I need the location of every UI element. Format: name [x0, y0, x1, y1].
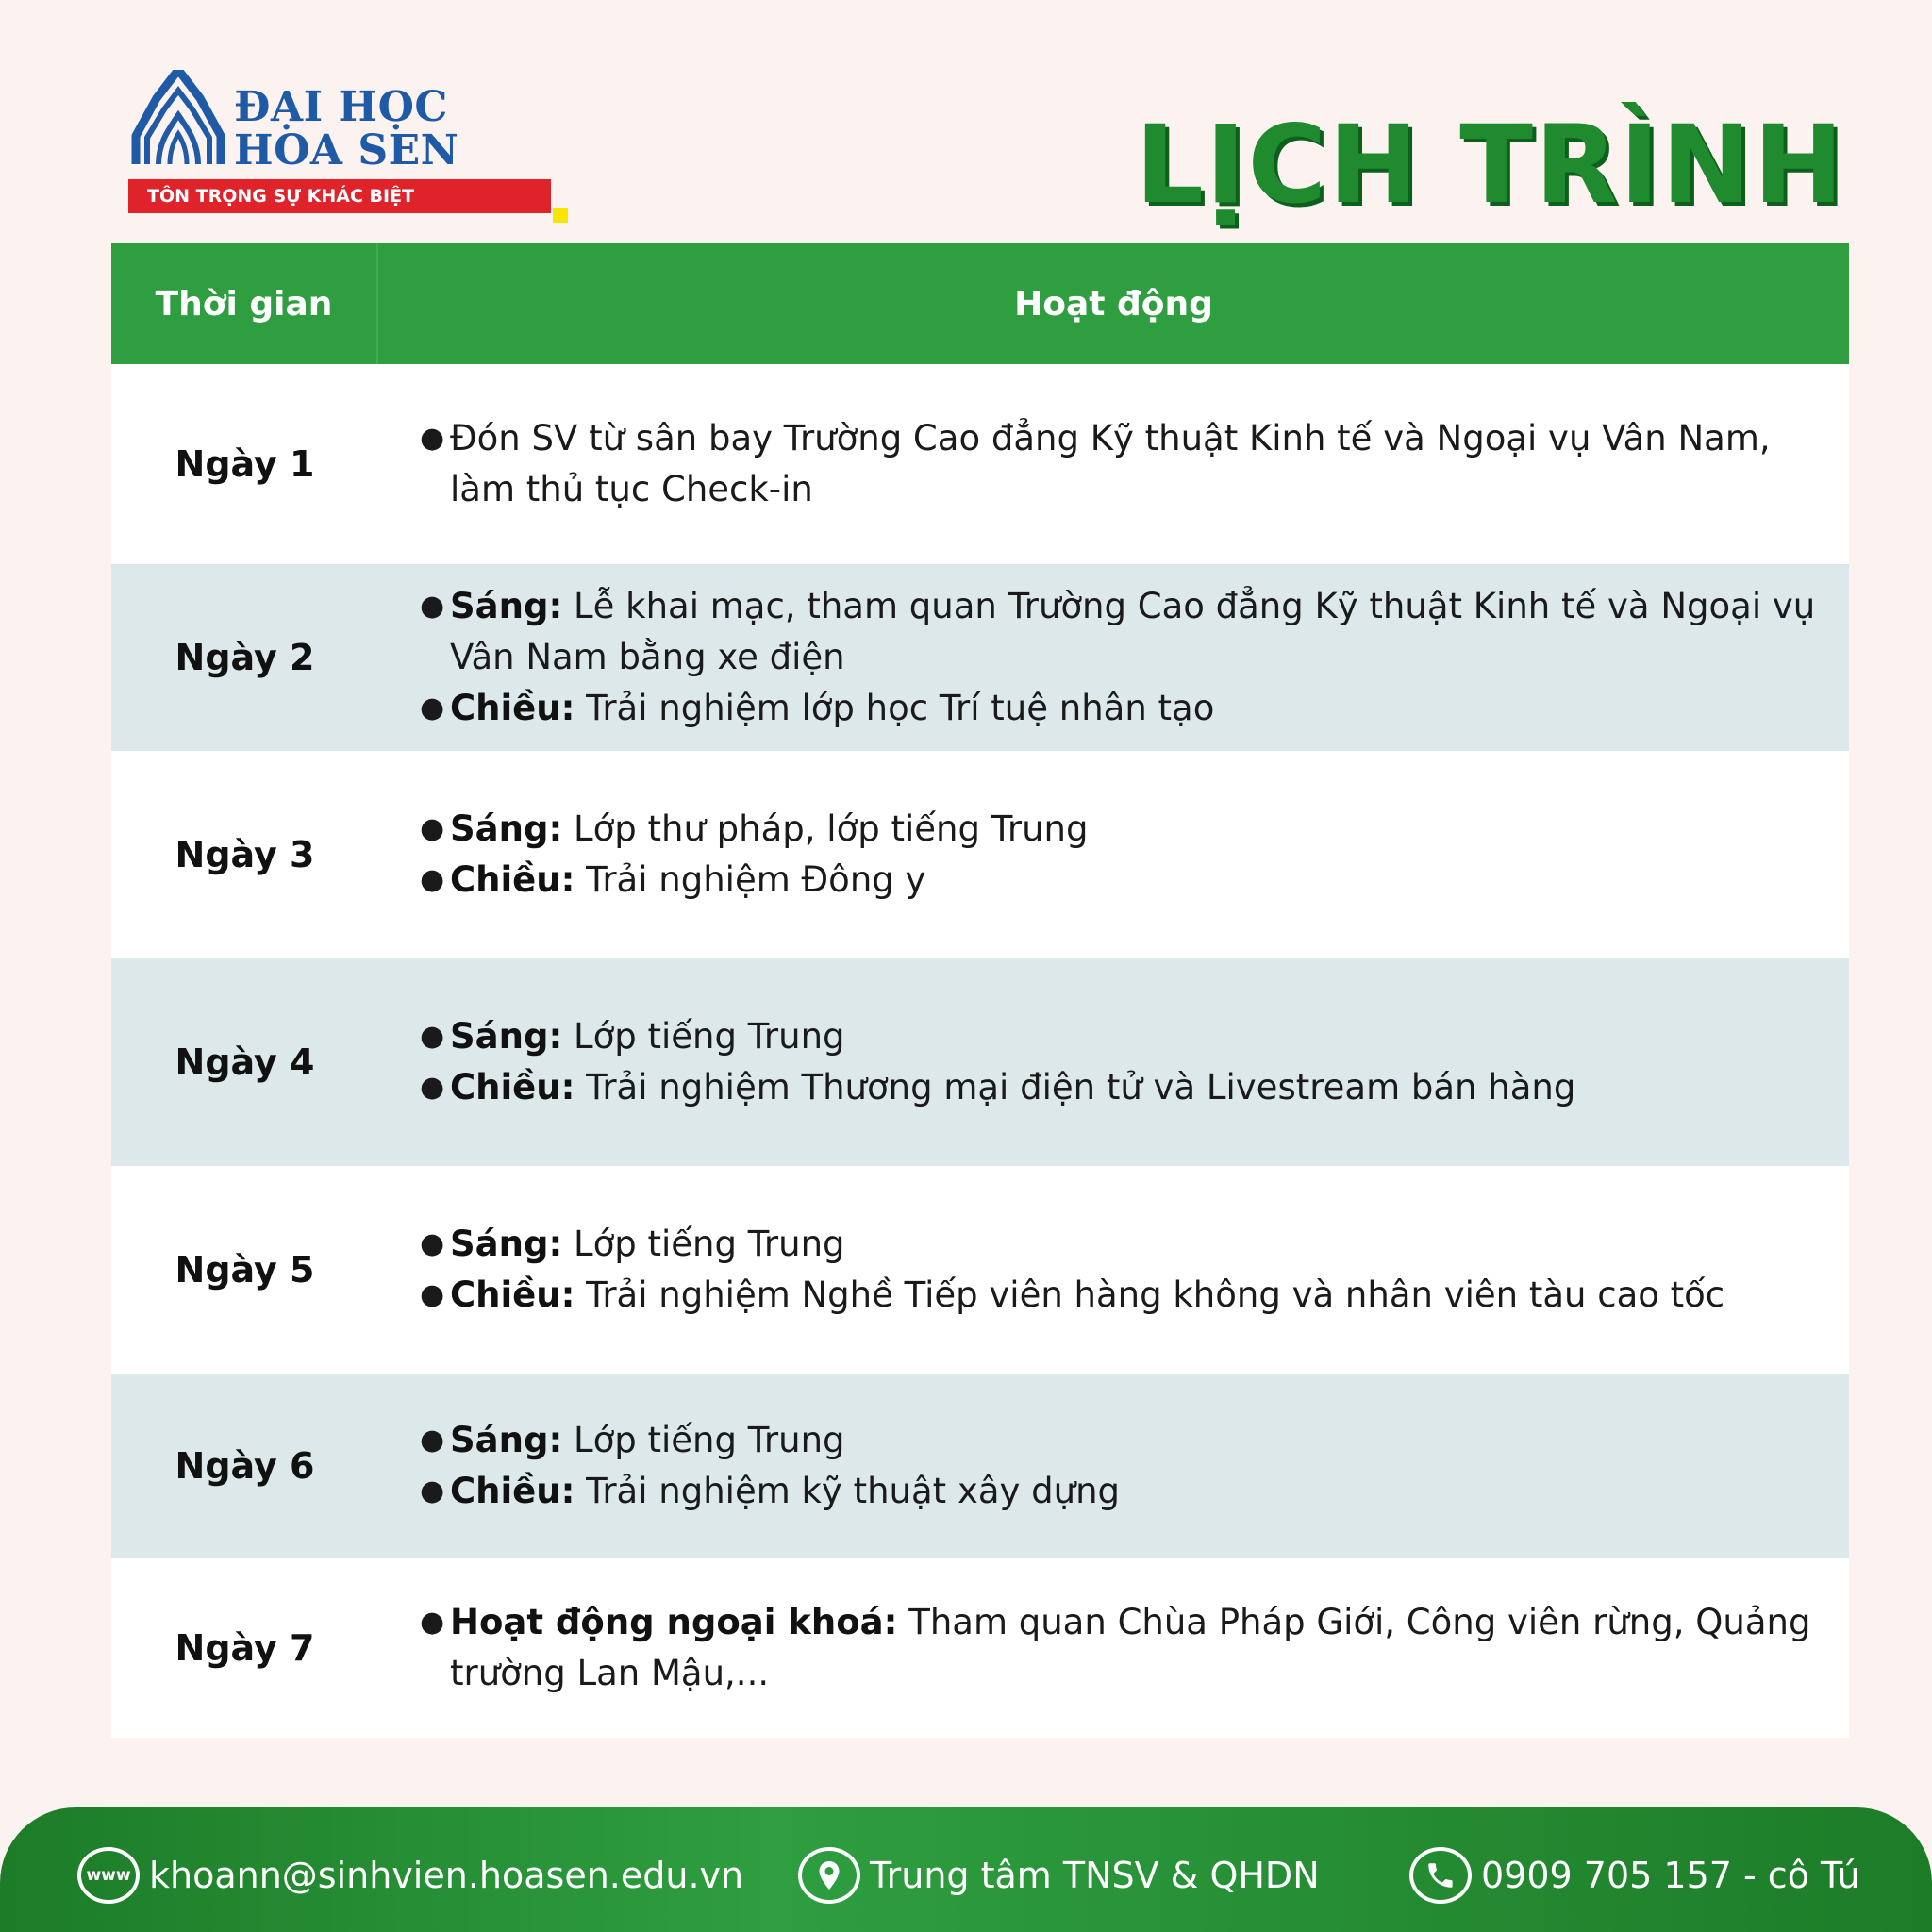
bullet-icon: ● [420, 812, 445, 845]
bullet-icon: ● [420, 691, 445, 724]
activity-item: ● Chiều: Trải nghiệm Thương mại điện tử và Livestream bán hàng [416, 1062, 1836, 1113]
table-row [111, 958, 1849, 1166]
bullet-icon: ● [420, 1227, 445, 1260]
period-label: Chiều: [450, 688, 575, 728]
activity-item: ● Sáng: Lớp tiếng Trung [416, 1011, 1836, 1062]
footer-phone[interactable] [1409, 1847, 1860, 1904]
center-name: Trung tâm TNSV & QHDN [870, 1855, 1320, 1896]
activity-cell [378, 564, 1849, 751]
period-label: Sáng: [450, 808, 563, 849]
day-label: Ngày 6 [175, 1445, 315, 1487]
period-label: Chiều: [450, 859, 575, 900]
activity-cell [378, 751, 1849, 958]
lotus-logo-icon [126, 70, 230, 174]
phone-number[interactable]: 0909 705 157 - cô Tú [1481, 1855, 1860, 1896]
table-row [111, 751, 1849, 958]
table-row [111, 1374, 1849, 1558]
email-link[interactable]: khoann@sinhvien.hoasen.edu.vn [149, 1855, 744, 1896]
day-label: Ngày 2 [175, 637, 315, 678]
activity-cell [378, 364, 1849, 564]
bullet-icon: ● [420, 1474, 445, 1507]
period-label: Sáng: [450, 586, 563, 626]
day-label: Ngày 3 [175, 834, 315, 875]
schedule-table [111, 243, 1849, 1738]
header-activity: Hoạt động [1014, 284, 1213, 324]
web-email-icon: www [77, 1847, 140, 1904]
activity-item: ● Đón SV từ sân bay Trường Cao đẳng Kỹ thuật Kinh tế và Ngoại vụ Vân Nam, làm thủ tục Check-in [416, 413, 1836, 515]
period-label: Sáng: [450, 1420, 563, 1460]
logo-accent-dot [553, 208, 568, 223]
activity-item: ● Chiều: Trải nghiệm lớp học Trí tuệ nhân tạo [416, 683, 1836, 734]
logo [126, 70, 459, 230]
day-label: Ngày 1 [175, 443, 315, 485]
period-label: Chiều: [450, 1471, 575, 1511]
contact-footer [0, 1807, 1932, 1932]
table-row [111, 1166, 1849, 1374]
logo-line2: HOA SEN [234, 126, 459, 175]
bullet-icon: ● [420, 422, 445, 455]
day-label: Ngày 7 [175, 1627, 315, 1669]
period-label: Chiều: [450, 1274, 575, 1315]
logo-tagline: TÔN TRỌNG SỰ KHÁC BIỆT [128, 179, 551, 213]
table-row [111, 1558, 1849, 1738]
footer-center [798, 1847, 1320, 1904]
period-label: Sáng: [450, 1016, 563, 1057]
footer-email[interactable] [77, 1847, 743, 1904]
period-label: Sáng: [450, 1224, 563, 1264]
period-label: Hoạt động ngoại khoá: [450, 1602, 898, 1642]
activity-item: ● Sáng: Lễ khai mạc, tham quan Trường Cao đẳng Kỹ thuật Kinh tế và Ngoại vụ Vân Nam bằng xe điện [416, 581, 1836, 683]
activity-cell [378, 958, 1849, 1166]
activity-item: ● Sáng: Lớp tiếng Trung [416, 1415, 1836, 1466]
activity-item: ● Sáng: Lớp thư pháp, lớp tiếng Trung [416, 804, 1836, 855]
activity-cell [378, 1374, 1849, 1558]
day-label: Ngày 5 [175, 1249, 315, 1291]
location-pin-icon [798, 1847, 860, 1904]
bullet-icon: ● [420, 1071, 445, 1104]
day-label: Ngày 4 [175, 1041, 315, 1083]
bullet-icon: ● [420, 1020, 445, 1053]
logo-line1: ĐẠI HỌC [234, 83, 448, 131]
table-row [111, 364, 1849, 564]
header-time: Thời gian [111, 243, 378, 364]
table-row [111, 564, 1849, 751]
table-header [111, 243, 1849, 364]
bullet-icon: ● [420, 590, 445, 623]
activity-cell [378, 1558, 1849, 1738]
bullet-icon: ● [420, 1424, 445, 1457]
activity-cell [378, 1166, 1849, 1374]
bullet-icon: ● [420, 1278, 445, 1311]
activity-item: ● Sáng: Lớp tiếng Trung [416, 1219, 1836, 1270]
activity-item: ● Chiều: Trải nghiệm Nghề Tiếp viên hàng không và nhân viên tàu cao tốc [416, 1270, 1836, 1321]
activity-item: ● Chiều: Trải nghiệm Đông y [416, 855, 1836, 906]
activity-item: ● Chiều: Trải nghiệm kỹ thuật xây dựng [416, 1466, 1836, 1517]
phone-icon [1409, 1847, 1472, 1904]
bullet-icon: ● [420, 1606, 445, 1639]
bullet-icon: ● [420, 863, 445, 896]
page-title: LỊCH TRÌNH [1135, 102, 1845, 227]
period-label: Chiều: [450, 1067, 575, 1108]
activity-item: ● Hoạt động ngoại khoá: Tham quan Chùa Pháp Giới, Công viên rừng, Quảng trường Lan Mậu,... [416, 1597, 1836, 1699]
